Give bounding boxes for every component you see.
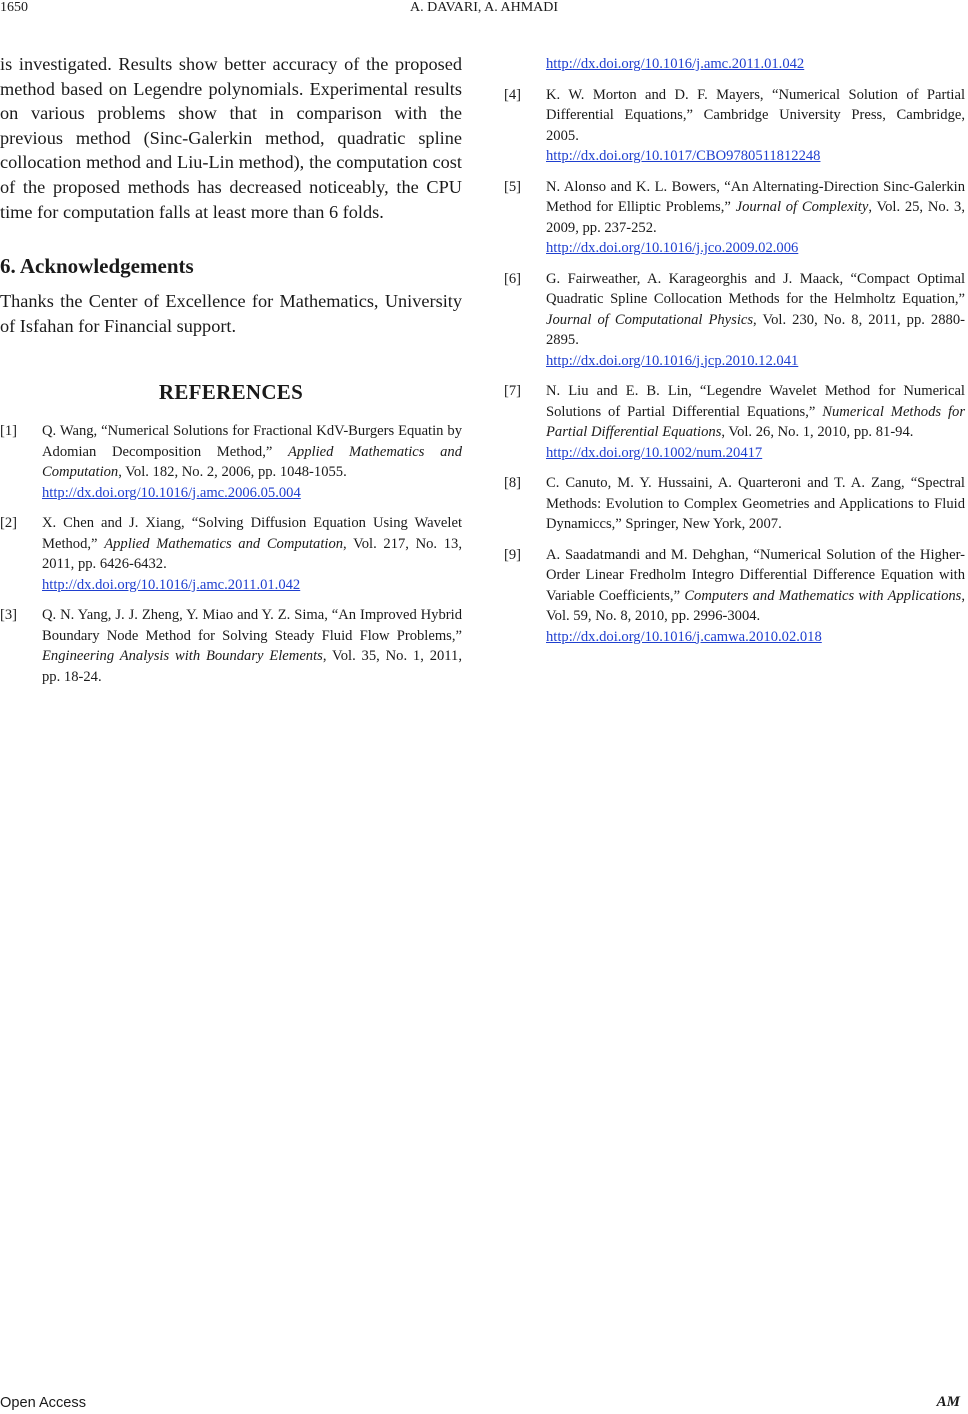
reference-doi-link[interactable]: http://dx.doi.org/10.1016/j.camwa.2010.02.018 [546,628,822,645]
reference-volume-pages: , Vol. 35, No. 1, 2011, pp. 18-24. [42,648,462,685]
reference-volume-pages: , Vol. 230, No. 8, 2011, pp. 2880-2895. [546,311,965,348]
reference-journal: Engineering Analysis with Boundary Elements [42,648,323,665]
reference-citation: A. Saadatmandi and M. Dehghan, “Numerical Solution of the Higher-Order Linear Fredholm Integro Differential Difference Equation with Variable Coefficients,” [546,546,965,604]
reference-volume-pages: , Vol. 25, No. 3, 2009, pp. 237-252. [546,199,965,236]
reference-item [504,545,965,648]
reference-number: [7] [504,383,522,399]
reference-citation: Q. N. Yang, J. J. Zheng, Y. Miao and Y. Z. Sima, “An Improved Hybrid Boundary Node Method for Solving Steady Fluid Flow Problems,” [42,607,462,644]
reference-text [546,85,965,167]
reference-item [0,513,462,595]
reference-item [504,473,965,535]
reference-citation: C. Canuto, M. Y. Hussaini, A. Quarteroni and T. A. Zang, “Spectral Methods: Evolution to Complex Geometries and Applications to Fluid Dynamiccs,” Springer, New York, 2007. [546,475,965,532]
reference-text [546,177,965,259]
reference-item [504,177,965,259]
reference-journal: Applied Mathematics and Computation [42,443,462,481]
reference-number: [2] [0,515,18,532]
reference-citation: K. W. Morton and D. F. Mayers, “Numerical Solution of Partial Differential Equations,” Cambridge University Press, Cambridge, 2005. [546,86,965,144]
page-number: 1650 [0,0,28,15]
reference-doi-link[interactable]: http://dx.doi.org/10.1016/j.jcp.2010.12.041 [546,352,799,369]
reference-journal: Journal of Complexity [735,199,869,215]
reference-citation: X. Chen and J. Xiang, “Solving Diffusion Equation Using Wavelet Method,” [42,515,462,552]
reference-volume-pages: , Vol. 26, No. 1, 2010, pp. 81-94. [721,424,914,440]
conclusion-paragraph: is investigated. Results show better accuracy of the proposed method based on Legendre polynomials. Experimental results on various problems show that in comparison with the previous method (Sinc-Galerkin method, quadratic spline collocation method and Liu-Lin method), the computation cost of the proposed methods has decreased noticeably, the CPU time for computation falls at least more than 6 folds. [0,54,462,222]
reference-text [42,513,462,595]
acknowledgements-paragraph: Thanks the Center of Excellence for Mathematics, University of Isfahan for Financial support. [0,291,462,336]
reference-text [546,381,965,463]
reference-citation: G. Fairweather, A. Karageorghis and J. Maack, “Compact Optimal Quadratic Spline Collocation Methods for the Helmholtz Equation,” [546,270,965,307]
reference-doi-link[interactable]: http://dx.doi.org/10.1002/num.20417 [546,444,763,461]
reference-text [546,269,965,372]
reference-item [504,381,965,463]
reference-citation: N. Alonso and K. L. Bowers, “An Alternating-Direction Sinc-Galerkin Method for Elliptic Problems,” [546,178,965,215]
reference-number: [1] [0,423,18,440]
reference-3-doi-link[interactable]: http://dx.doi.org/10.1016/j.amc.2011.01.042 [546,56,805,72]
reference-volume-pages: , Vol. 217, No. 13, 2011, pp. 6426-6432. [42,535,462,573]
reference-doi-link[interactable]: http://dx.doi.org/10.1016/j.amc.2006.05.004 [42,484,301,501]
reference-number: [5] [504,178,522,195]
reference-volume-pages: , Vol. 59, No. 8, 2010, pp. 2996-3004. [546,587,965,624]
footer-journal-abbrev: AM [936,1394,960,1410]
reference-journal: Journal of Computational Physics [546,311,754,328]
reference-journal: Computers and Mathematics with Applications [684,587,962,604]
references-heading: REFERENCES [158,380,304,405]
reference-text [546,545,965,648]
reference-journal: Numerical Methods for Partial Differential Equations [546,403,965,440]
running-header-authors: A. DAVARI, A. AHMADI [409,0,559,15]
acknowledgements-heading: 6. Acknowledgements [0,254,194,279]
reference-item [504,85,965,167]
reference-text [42,605,462,687]
reference-list-right [504,85,965,648]
right-column [504,54,965,657]
reference-item [0,421,462,503]
reference-list-left [0,421,462,687]
reference-doi-link[interactable]: http://dx.doi.org/10.1016/j.amc.2011.01.042 [42,576,301,593]
left-column [0,52,462,697]
reference-volume-pages: , Vol. 182, No. 2, 2006, pp. 1048-1055. [118,464,347,481]
reference-text [546,473,965,535]
reference-number: [9] [504,546,522,563]
reference-text [42,421,462,503]
reference-number: [4] [504,86,522,103]
reference-journal: Applied Mathematics and Computation [104,535,344,552]
reference-number: [8] [504,475,522,491]
footer-open-access: Open Access [0,1395,86,1411]
reference-item [0,605,462,687]
reference-doi-link[interactable]: http://dx.doi.org/10.1016/j.jco.2009.02.006 [546,240,799,256]
reference-number: [6] [504,270,522,287]
reference-citation: N. Liu and E. B. Lin, “Legendre Wavelet Method for Numerical Solutions of Partial Differential Equations,” [546,383,965,420]
reference-number: [3] [0,607,18,624]
reference-citation: Q. Wang, “Numerical Solutions for Fractional KdV-Burgers Equatin by Adomian Decomposition Method,” [42,423,462,460]
reference-item [504,269,965,372]
reference-doi-link[interactable]: http://dx.doi.org/10.1017/CBO9780511812248 [546,148,821,164]
